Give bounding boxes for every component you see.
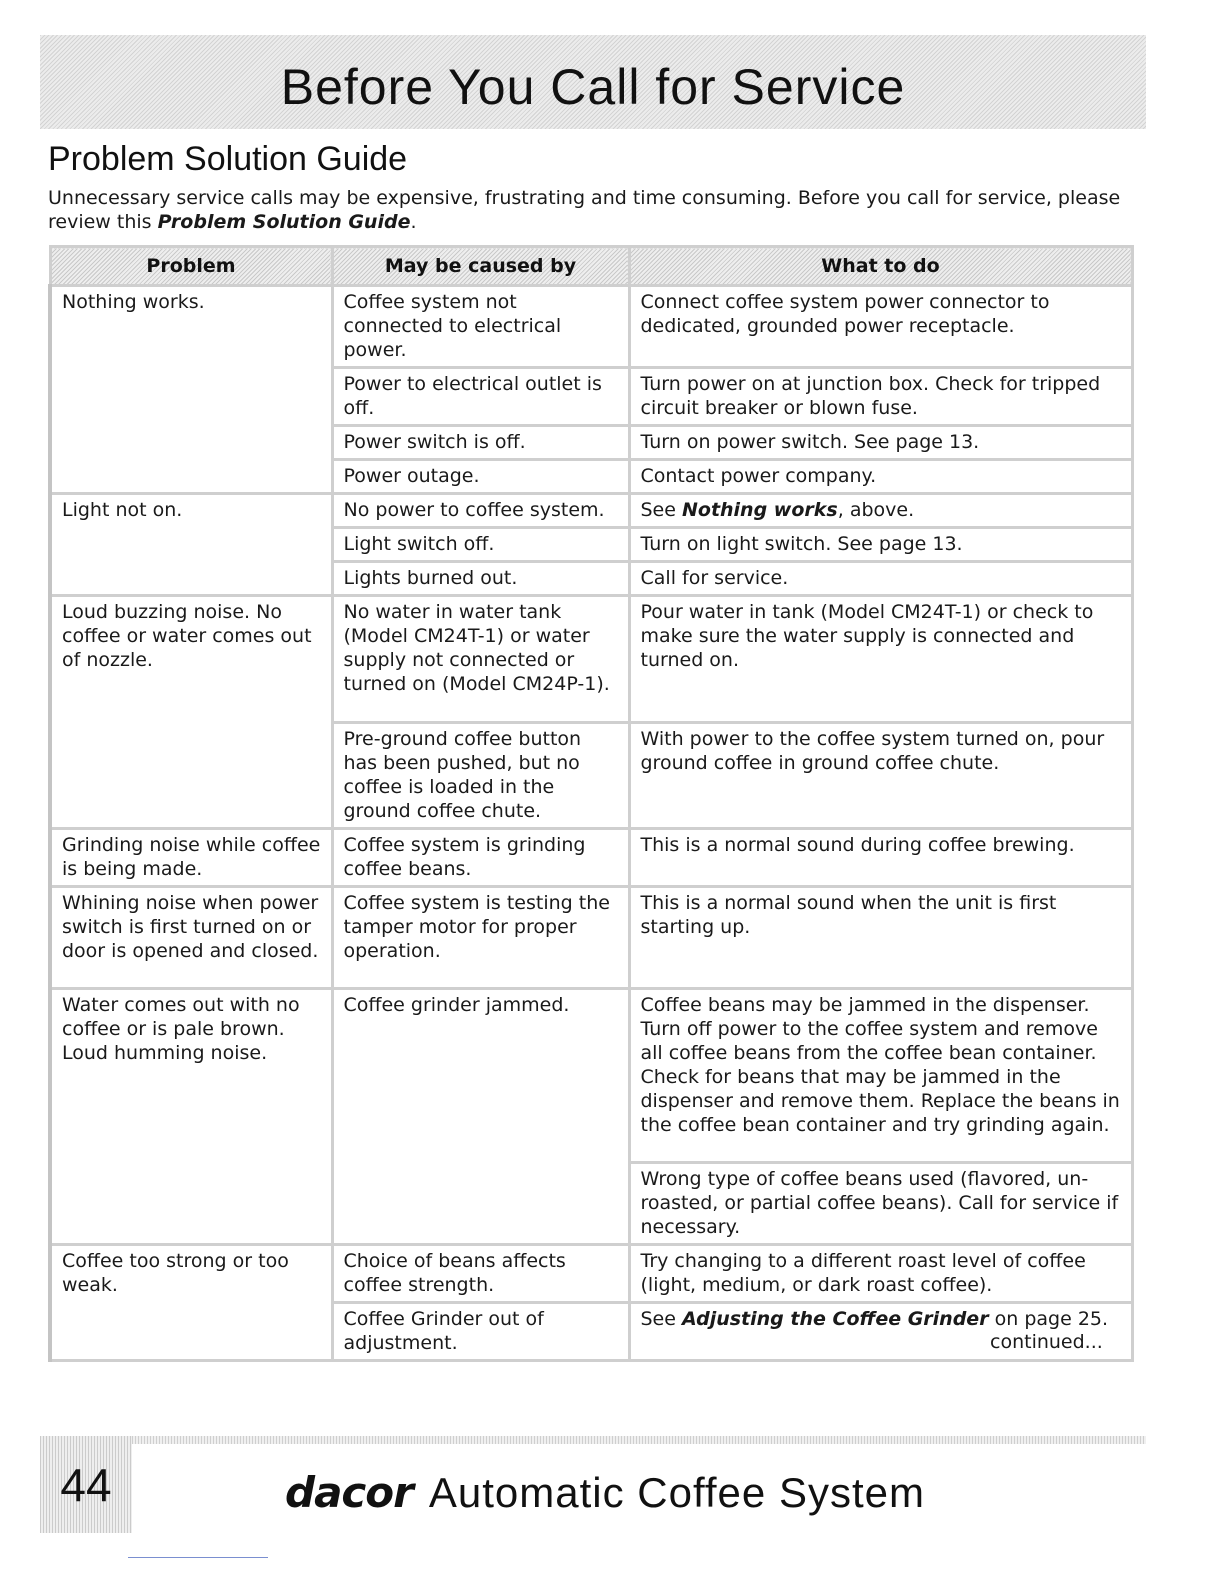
table-row <box>50 829 1132 887</box>
cause-cell: Choice of beans affects coffee strength. <box>332 1245 629 1303</box>
problem-cell: Light not on. <box>50 494 332 596</box>
table-row <box>50 286 1132 368</box>
page-number-box <box>40 1436 132 1533</box>
solution-reference: Adjusting the Coffee Grinder <box>681 1308 989 1330</box>
table-row <box>50 494 1132 528</box>
cause-cell: Lights burned out. <box>332 562 629 596</box>
problem-cell: Loud buzzing noise. No coffee or water comes out of nozzle. <box>50 596 332 829</box>
problem-cell: Whining noise when power switch is first turned on or door is opened and closed. <box>50 887 332 989</box>
cause-cell: Light switch off. <box>332 528 629 562</box>
header-cause: May be caused by <box>332 247 629 286</box>
solution-cell: Turn power on at junction box. Check for tripped circuit breaker or blown fuse. <box>629 368 1132 426</box>
solution-cell: Contact power company. <box>629 460 1132 494</box>
solution-cell: Pour water in tank (Model CM24T-1) or check to make sure the water supply is connected and turned on. <box>629 596 1132 723</box>
table-row <box>50 1245 1132 1303</box>
dacor-logo: dacor <box>285 1468 413 1517</box>
cause-cell: Coffee system is testing the tamper motor for proper operation. <box>332 887 629 989</box>
cause-cell: No water in water tank (Model CM24T-1) or water supply not connected or turned on (Model CM24P-1). <box>332 596 629 723</box>
solution-text: on page 25. <box>988 1308 1109 1330</box>
solution-text: See <box>640 1308 682 1330</box>
solution-text: See <box>640 499 682 521</box>
solution-cell: This is a normal sound when the unit is first starting up. <box>629 887 1132 989</box>
cause-cell: Power switch is off. <box>332 426 629 460</box>
cause-cell: Coffee grinder jammed. <box>332 989 629 1245</box>
problem-cell: Grinding noise while coffee is being made. <box>50 829 332 887</box>
table-row <box>50 596 1132 723</box>
header-problem: Problem <box>50 247 332 286</box>
solution-cell: Try changing to a different roast level of coffee (light, medium, or dark roast coffee). <box>629 1245 1132 1303</box>
solution-cell: Connect coffee system power connector to dedicated, grounded power receptacle. <box>629 286 1132 368</box>
solution-cell: With power to the coffee system turned on, pour ground coffee in ground coffee chute. <box>629 723 1132 829</box>
footer-underline <box>128 1557 268 1558</box>
solution-text: , above. <box>837 499 915 521</box>
cause-cell: Pre-ground coffee button has been pushed, but no coffee is loaded in the ground coffee chute. <box>332 723 629 829</box>
solution-cell: Turn on power switch. See page 13. <box>629 426 1132 460</box>
solution-cell: Turn on light switch. See page 13. <box>629 528 1132 562</box>
section-title: Problem Solution Guide <box>48 140 408 178</box>
intro-end: . <box>410 211 417 233</box>
problem-cell: Water comes out with no coffee or is pale brown. Loud humming noise. <box>50 989 332 1245</box>
footer-brand <box>285 1468 925 1517</box>
table-row <box>50 989 1132 1163</box>
page-title: Before You Call for Service <box>280 59 906 115</box>
problem-solution-table <box>48 245 1134 1362</box>
intro-guide-name: Problem Solution Guide <box>157 211 411 233</box>
intro-paragraph <box>48 186 1138 234</box>
cause-cell: Coffee Grinder out of adjustment. <box>332 1303 629 1361</box>
footer-divider <box>132 1436 1146 1444</box>
page-number: 44 <box>60 1458 112 1511</box>
solution-cell: Coffee beans may be jammed in the dispenser. Turn off power to the coffee system and remove all coffee beans from the coffee bean container. Check for beans that may be jammed in the dispenser and remove them. Replace the beans in the coffee bean container and try grinding again. <box>629 989 1132 1163</box>
cause-cell: Power outage. <box>332 460 629 494</box>
product-name: Automatic Coffee System <box>428 1469 925 1516</box>
cause-cell: Coffee system not connected to electrical power. <box>332 286 629 368</box>
continued-note: continued... <box>990 1331 1103 1353</box>
problem-cell: Coffee too strong or too weak. <box>50 1245 332 1361</box>
intro-text: Unnecessary service calls may be expensive, frustrating and time consuming. Before you call for service, please review this <box>48 187 1121 233</box>
table-header-row <box>50 247 1132 286</box>
table-row <box>50 887 1132 989</box>
solution-cell: Wrong type of coffee beans used (flavored, un-roasted, or partial coffee beans). Call for service if necessary. <box>629 1163 1132 1245</box>
header-solution: What to do <box>629 247 1132 286</box>
cause-cell: No power to coffee system. <box>332 494 629 528</box>
solution-cell: Call for service. <box>629 562 1132 596</box>
solution-cell <box>629 494 1132 528</box>
cause-cell: Power to electrical outlet is off. <box>332 368 629 426</box>
problem-cell: Nothing works. <box>50 286 332 494</box>
header-banner <box>40 35 1146 129</box>
solution-reference: Nothing works <box>681 499 838 521</box>
solution-cell: This is a normal sound during coffee brewing. <box>629 829 1132 887</box>
cause-cell: Coffee system is grinding coffee beans. <box>332 829 629 887</box>
